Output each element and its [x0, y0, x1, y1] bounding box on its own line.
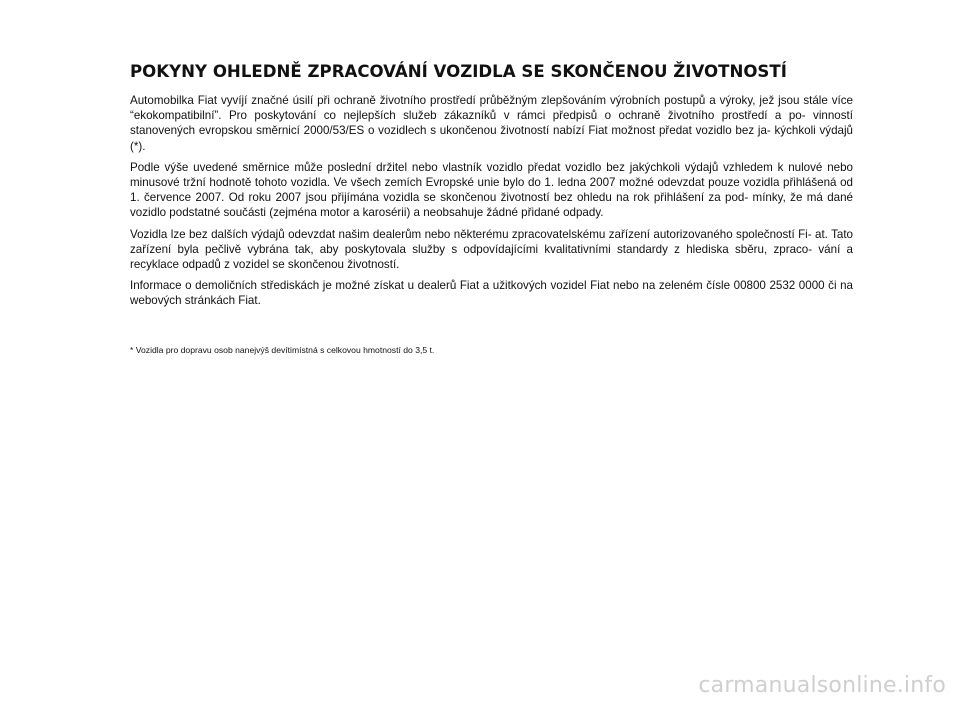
- paragraph-contact: Informace o demoličních střediskách je možné získat u dealerů Fiat a užitkových vozidel Fiat nebo na zeleném čísle 00800 2532 0000 či na webových stránkách Fiat.: [130, 279, 853, 308]
- footnote: * Vozidla pro dopravu osob nanejvýš devítimístná s celkovou hmotností do 3,5 t.: [130, 344, 435, 355]
- paragraph-intro: Automobilka Fiat vyvíjí značné úsilí při ochraně životního prostředí průběžným zlepšováním výrobních postupů a výroky, jež jsou stále více “ekokompatibilní”. Pro poskytování co nejlepších služeb zákazníků v rámci předpisů o ochraně životního prostředí a po- vinností stanovených evropskou směrnicí 2000/53/ES o vozidlech s ukončenou životností nabízí Fiat možnost předat vozidlo bez ja- kýchkoli výdajů (*).: [130, 94, 853, 153]
- paragraph-directive: Podle výše uvedené směrnice může poslední držitel nebo vlastník vozidlo předat vozidlo bez jakýchkoli výdajů vzhledem k nulové nebo minusové tržní hodnotě tohoto vozidla. Ve všech zemích Evropské unie bylo do 1. ledna 2007 možné odevzdat pouze vozidla přihlášená od 1. července 2007. Od roku 2007 jsou přijímána vozidla se skončenou životností bez ohledu na rok přihlášení za pod- mínky, že má dané vozidlo podstatné součásti (zejména motor a karosérii) a neobsahuje žádné přidané odpady.: [130, 160, 853, 220]
- paragraph-dealers: Vozidla lze bez dalších výdajů odevzdat našim dealerům nebo některému zpracovatelskému zařízení autorizovaného společností Fi- at. Tato zařízení byla pečlivě vybrána tak, aby poskytovala služby s odpovídajícími kvalitativními standardy z hlediska sběru, zpraco- vání a recyklace odpadů z vozidel se skončenou životností.: [130, 227, 853, 272]
- page-title: POKYNY OHLEDNĚ ZPRACOVÁNÍ VOZIDLA SE SKONČENOU ŽIVOTNOSTÍ: [130, 62, 787, 81]
- document-page: [130, 62, 853, 356]
- watermark: carmanualsonline.info: [698, 673, 946, 698]
